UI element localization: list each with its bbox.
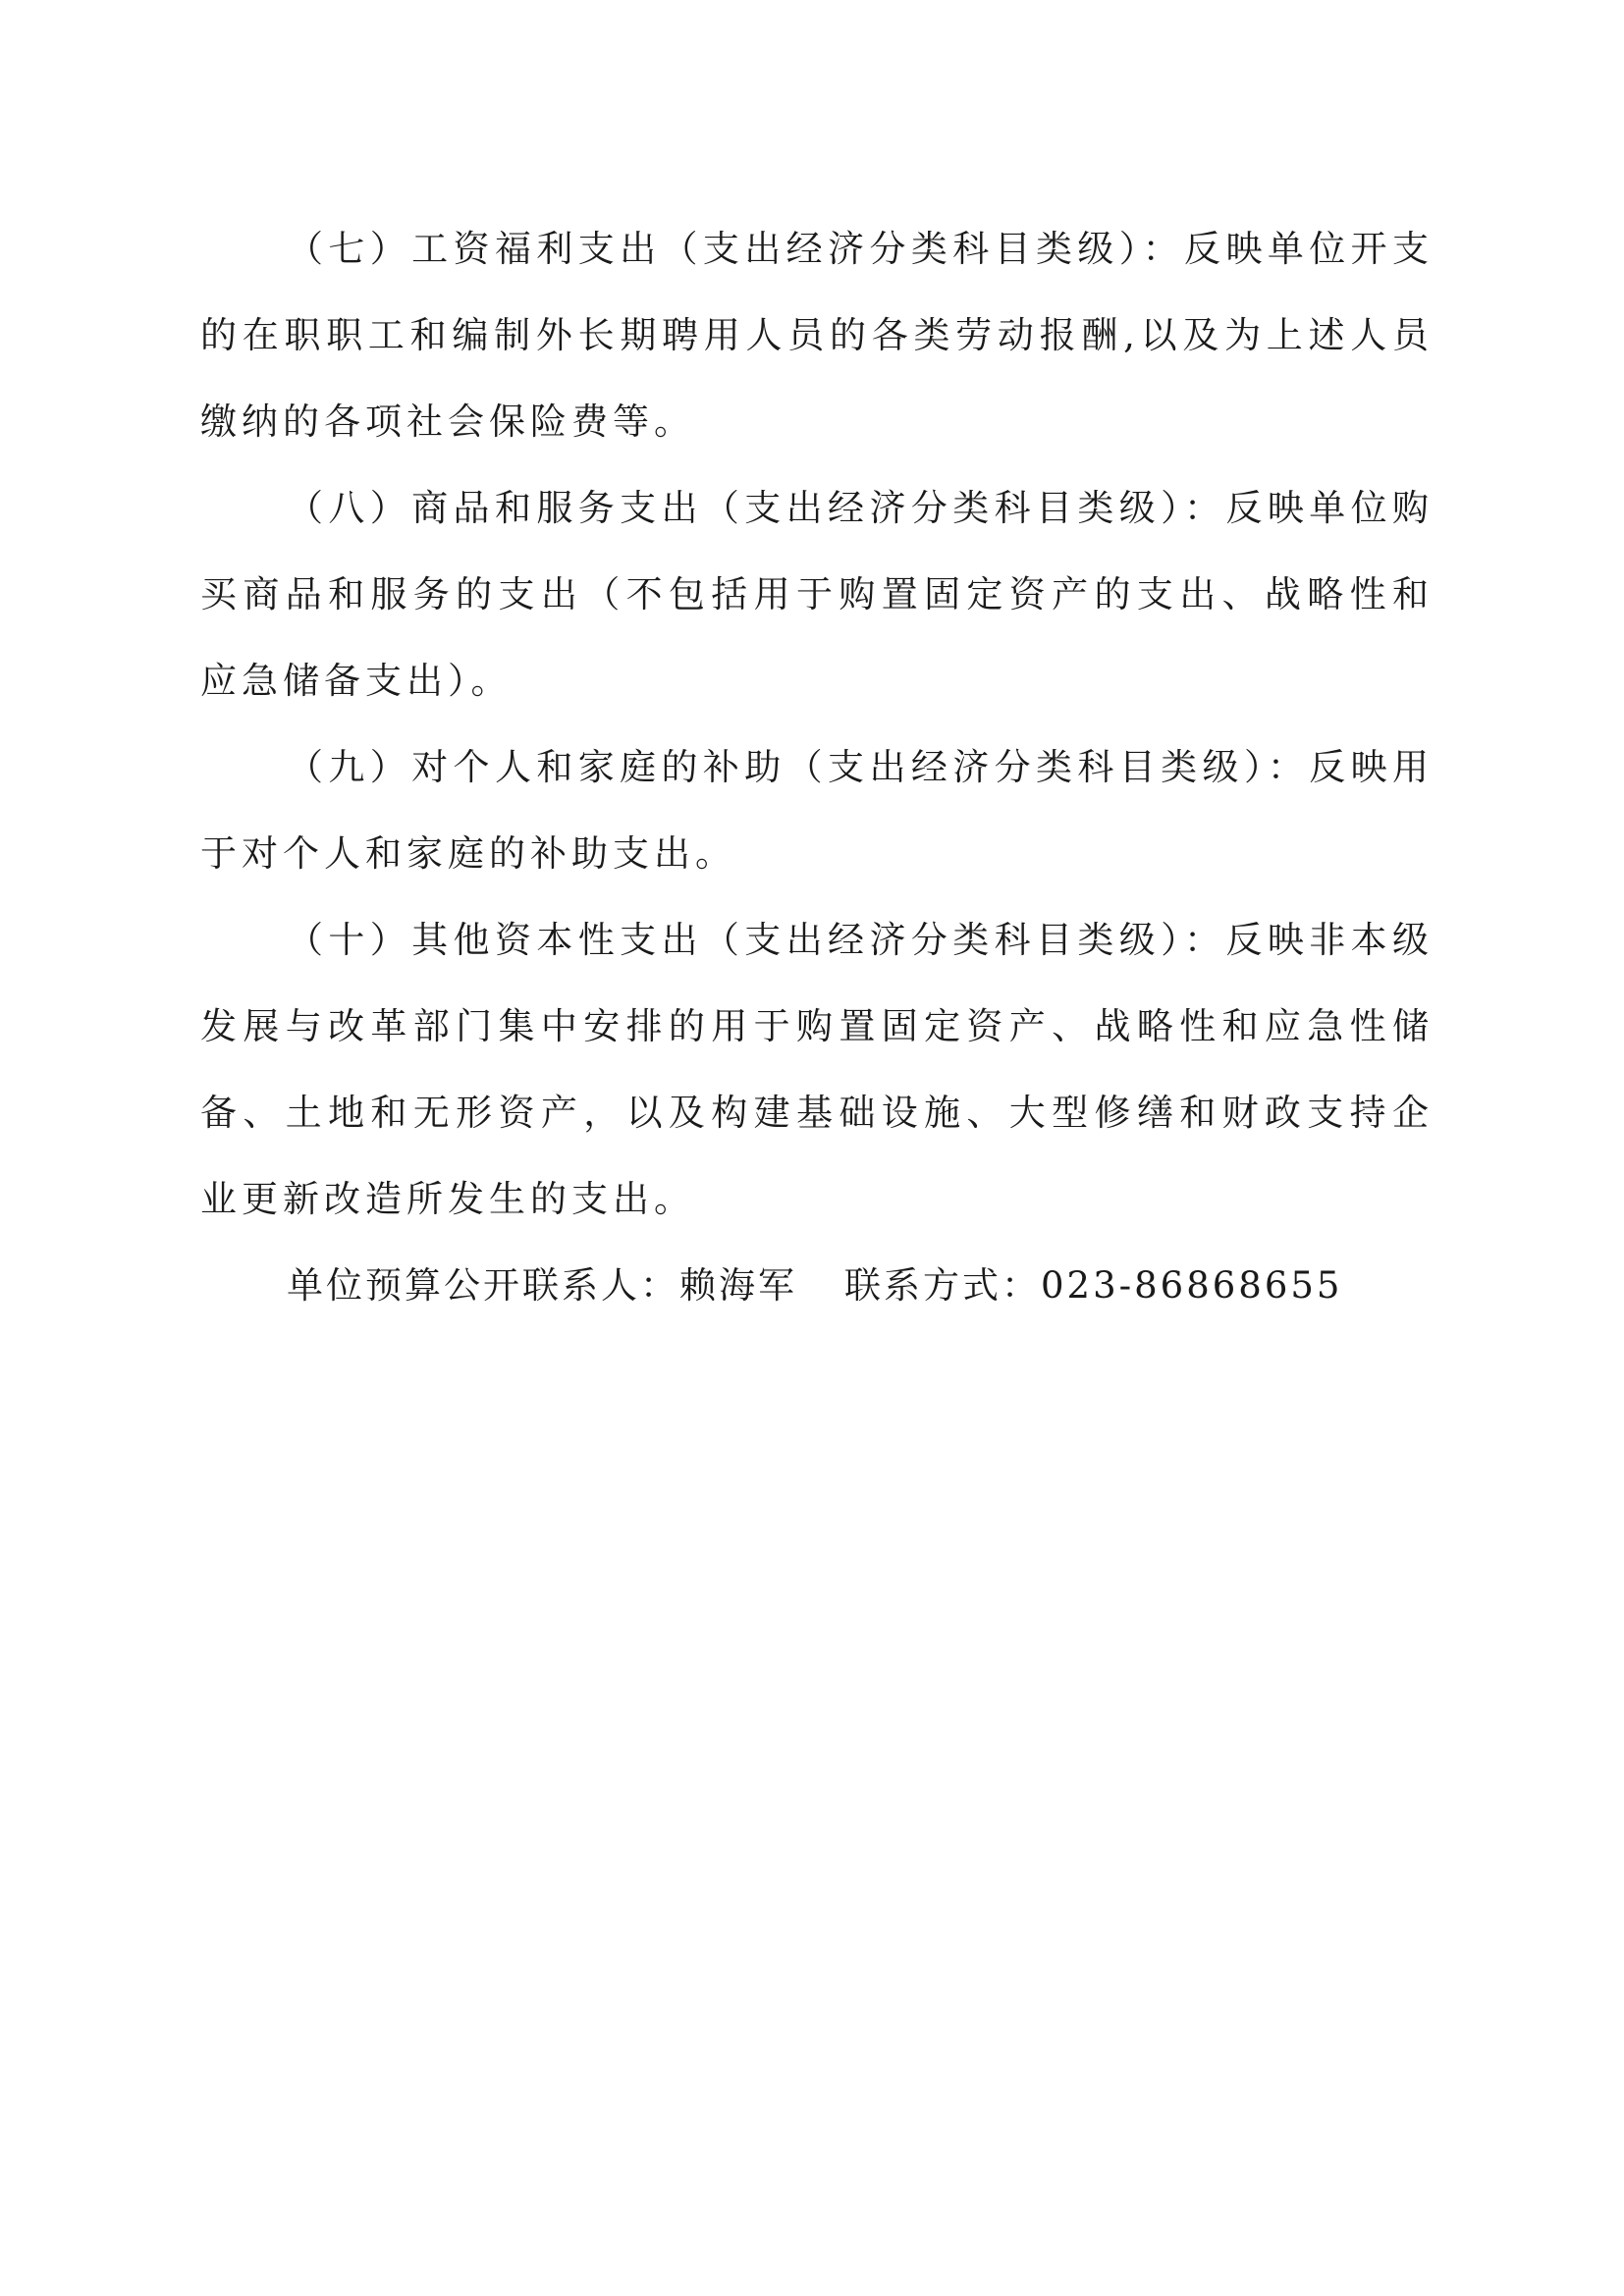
contact-line [200,1243,1434,1329]
paragraph-household-subsidy: （九）对个人和家庭的补助（支出经济分类科目类级）：反映用于对个人和家庭的补助支出。 [200,746,1434,875]
contact-method-label: 联系方式： [844,1264,1041,1307]
contact-phone: 023-86868655 [1041,1264,1343,1307]
contact-person-name: 赖海军 [679,1264,797,1307]
paragraph-other-capital: （十）其他资本性支出（支出经济分类科目类级）：反映非本级发展与改革部门集中安排的用于购置固定资产、战略性和应急性储备、土地和无形资产，以及构建基础设施、大型修缮和财政支持企业更新改造所发生的支出。 [200,919,1434,1220]
paragraph-wages-welfare: （七）工资福利支出（支出经济分类科目类级）：反映单位开支的在职职工和编制外长期聘用人员的各类劳动报酬,以及为上述人员缴纳的各项社会保险费等。 [200,228,1434,443]
contact-person-label: 单位预算公开联系人： [287,1264,679,1307]
paragraph-goods-services: （八）商品和服务支出（支出经济分类科目类级）：反映单位购买商品和服务的支出（不包括用于购置固定资产的支出、战略性和应急储备支出）。 [200,487,1434,702]
document-body [200,206,1434,1329]
